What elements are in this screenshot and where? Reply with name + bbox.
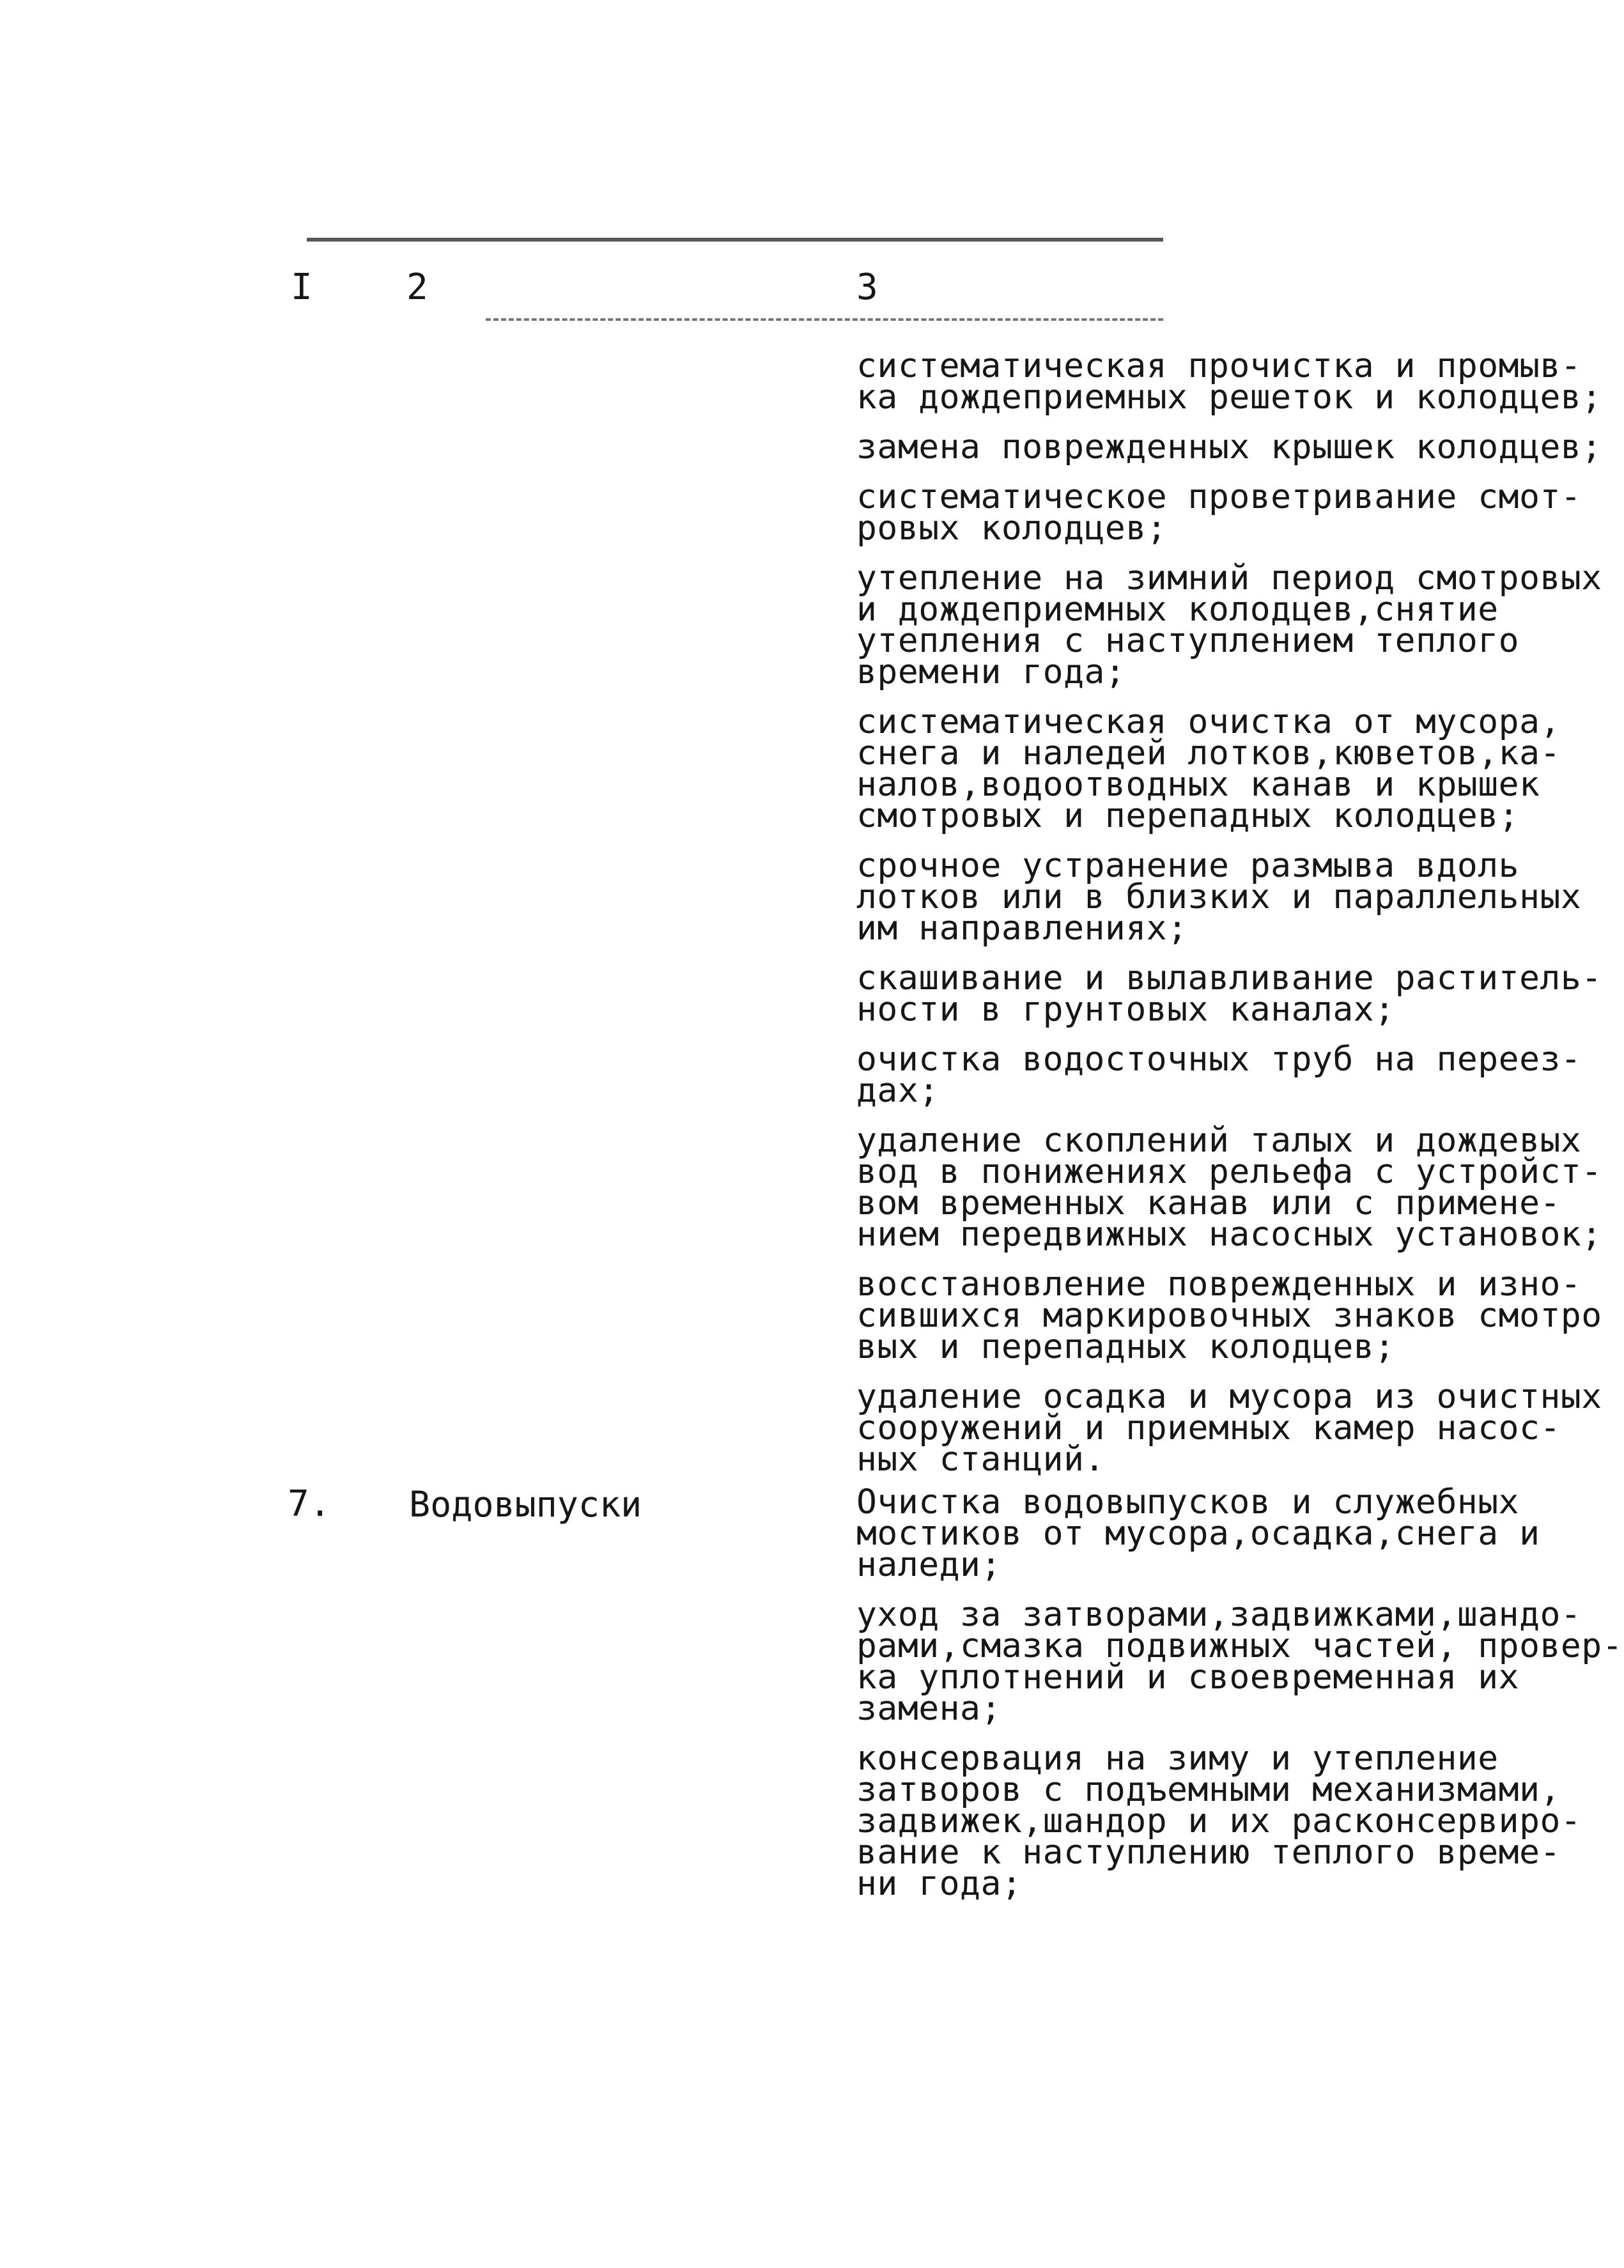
column-number-2: 2 bbox=[406, 266, 428, 308]
work-item: консервация на зиму и утепление затворов с подъемными механизмами, задвижек,шандор и их расконсервиро- вание к наступлению теплого време- ни года; bbox=[856, 1739, 1582, 1903]
row-name: Водовыпуски bbox=[409, 1484, 642, 1525]
continued-work-list bbox=[856, 346, 1602, 1493]
header-top-rule bbox=[307, 238, 1163, 242]
work-item: систематическая очистка от мусора, снега и наледей лотков,кюветов,ка- налов,водоотводных канав и крышек смотровых и перепадных колодцев; bbox=[856, 702, 1561, 835]
work-item: Очистка водовыпусков и служебных мостиков от мусора,осадка,снега и наледи; bbox=[856, 1483, 1540, 1584]
work-item: восстановление поврежденных и изно- сившихся маркировочных знаков смотро вых и перепадных колодцев; bbox=[856, 1265, 1602, 1366]
column-number-3: 3 bbox=[856, 266, 878, 308]
header-bottom-rule bbox=[486, 318, 1163, 321]
work-item: систематическая прочистка и промыв- ка дождеприемных решеток и колодцев; bbox=[856, 346, 1602, 417]
work-item: скашивание и вылавливание раститель- ности в грунтовых каналах; bbox=[856, 959, 1602, 1029]
row-number: 7. bbox=[288, 1483, 331, 1525]
row-7-work-list bbox=[856, 1483, 1623, 1918]
work-item: удаление осадка и мусора из очистных сооружений и приемных камер насос- ных станций. bbox=[856, 1377, 1602, 1479]
work-item: срочное устранение размыва вдоль лотков или в близких и параллельных им направлениях; bbox=[856, 846, 1582, 948]
column-number-1: I bbox=[291, 266, 313, 308]
work-item: систематическое проветривание смот- ровых колодцев; bbox=[856, 477, 1582, 548]
work-item: утепление на зимний период смотровых и дождеприемных колодцев,снятие утепления с наступлением теплого времени года; bbox=[856, 559, 1602, 691]
work-item: замена поврежденных крышек колодцев; bbox=[856, 428, 1602, 467]
work-item: уход за затворами,задвижками,шандо- рами,смазка подвижных частей, провер- ка уплотнений и своевременная их замена; bbox=[856, 1595, 1623, 1728]
work-item: удаление скоплений талых и дождевых вод в понижениях рельефа с устройст- вом временных канав или с примене- нием передвижных насосных установок; bbox=[856, 1121, 1602, 1254]
work-item: очистка водосточных труб на переез- дах; bbox=[856, 1040, 1582, 1110]
